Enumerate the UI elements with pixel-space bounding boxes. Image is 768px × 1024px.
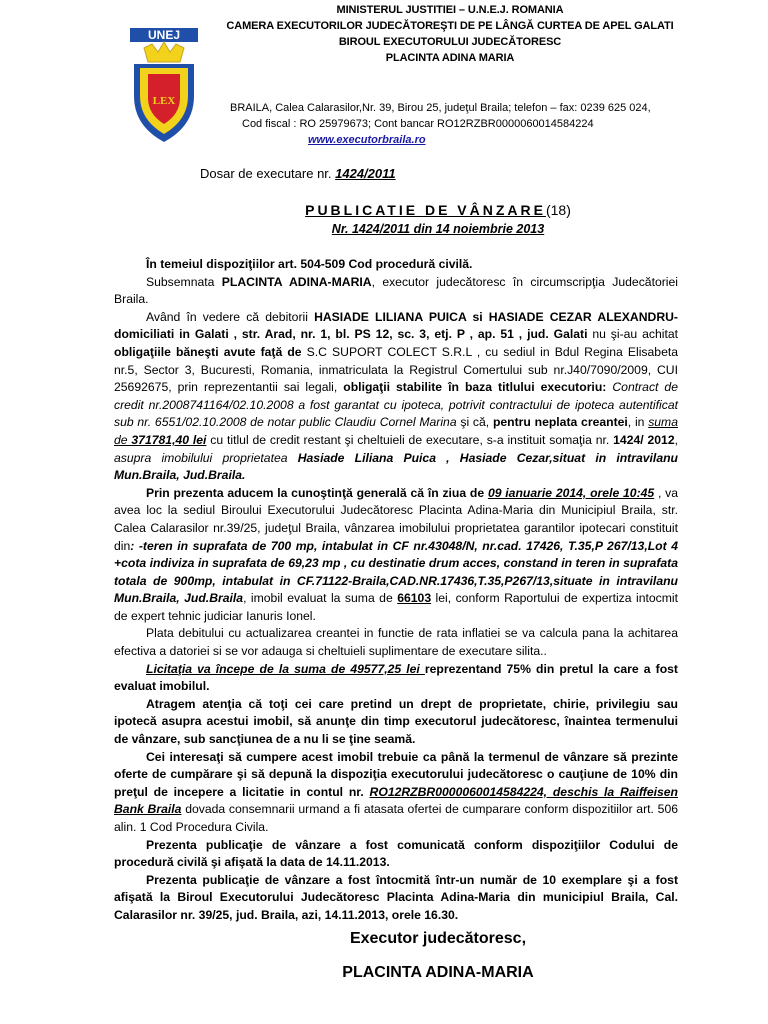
paragraph-legal-basis: În temeiul dispoziţiilor art. 504-509 Cod procedură civilă. — [146, 257, 473, 271]
bailiff-name: PLACINTA ADINA-MARIA — [221, 274, 372, 289]
unej-logo — [124, 26, 204, 146]
case-file-number: 1424/2011 — [335, 166, 396, 181]
signature-name: PLACINTA ADINA-MARIA — [342, 964, 534, 981]
debt-amount: 371781,40 lei — [131, 432, 207, 447]
document-body — [114, 256, 678, 925]
paragraph-communication: Prezenta publicaţie de vânzare a fost comunicată conform dispoziţiilor Codului de procedură civilă şi afişată la data de 14.11.2013. — [114, 837, 678, 870]
case-file-line — [200, 166, 396, 181]
title-suffix: (18) — [545, 202, 571, 218]
paragraph-bidders: Cei interesaţi să cumpere acest imobil trebuie ca până la termenul de vânzare să prezinte oferte de cumpărare şi să depună la dispoziţia executorului judecătoresc o cauţiune de 10% din preţul de incepere a licitatie in contul nr. RO12RZBR0000060014584224, deschis la Raiffeisen Bank Braila dovada consemnarii urmand a fi atasata ofertei de cumparare conform dispozitiilor art. 506 alin. 1 Cod Procedura Civila. — [114, 749, 678, 834]
header-office: BIROUL EXECUTORULUI JUDECĂTORESC — [338, 36, 562, 48]
header-chamber: CAMERA EXECUTORILOR JUDECĂTOREŞTI DE PE LÂNGĂ CURTEA DE APEL GALATI — [226, 20, 674, 32]
paragraph-copies: Prezenta publicaţie de vânzare a fost întocmită într-un număr de 10 exemplare şi a fost afişată la Biroul Executorului Judecătoresc Placinta Adina-Maria din municipiul Braila, Cal. Calarasilor nr. 39/25, jud. Braila, azi, 14.11.2013, orele 16.30. — [114, 872, 678, 922]
paragraph-debtors: Având în vedere că debitorii HASIADE LILIANA PUICA si HASIADE CEZAR ALEXANDRU- domiciliati in Galati , str. Arad, nr. 1, bl. PS 12, sc. 3, etj. P , ap. 51 , jud. Galati nu şi-au achitat obligaţiile băneşti avute faţă de S.C SUPORT COLECT S.R.L , cu sediul in Bdul Regina Elisabeta nr.5, Sector 3, Bucuresti, Romania, inmatriculata la Registrul Comertului sub nr.J40/7090/2009, CUI 25692675, prin reprezentantii sai legali, obligaţii stabilite în baza titlului executoriu: Contract de credit nr.2008741164/02.10.2008 a fost garantat cu ipoteca, potrivit contractului de ipoteca autentificat sub nr. 6551/02.10.2008 de notar public Claudiu Cornel Marina şi că, pentru neplata creantei, in suma de 371781,40 lei cu titlul de credit restant şi cheltuieli de executare, s-a instituit somaţia nr. 1424/ 2012, asupra imobilului proprietatea Hasiade Liliana Puica , Hasiade Cezar,situat in intravilanu Mun.Braila, Jud.Braila. — [114, 309, 679, 483]
bank-account: RO12RZBR0000060014584224, deschis la Raiffeisen Bank Braila — [114, 784, 678, 817]
sale-date: 09 ianuarie 2014, orele 10:45 — [487, 485, 655, 500]
credit-contract: Contract de credit nr.2008741164/02.10.2008 a fost garantat cu ipoteca, potrivit contractului de ipoteca autentificat sub nr. 6551/02.10.2008 de notar public Claudiu Cornel Marina — [114, 380, 678, 430]
title-main: PUBLICATIE DE VÂNZARE — [305, 202, 546, 218]
header-ministry: MINISTERUL JUSTITIEI – U.N.E.J. ROMANIA — [336, 4, 564, 16]
paragraph-undersigned: Subsemnata PLACINTA ADINA-MARIA, executor judecătoresc în circumscripţia Judecătoriei Braila. — [114, 274, 678, 307]
paragraph-starting-price: Licitaţia va începe de la suma de 49577,25 lei reprezentand 75% din pretul la care a fost evaluat imobilul. — [114, 661, 678, 694]
header-fiscal: Cod fiscal : RO 25979673; Cont bancar RO12RZBR0000060014584224 — [242, 118, 594, 130]
debtors-names: HASIADE LILIANA PUICA si HASIADE CEZAR ALEXANDRU- domiciliati in Galati , str. Arad, nr. 1, bl. PS 12, sc. 3, etj. P , ap. 51 , jud. Galati — [114, 309, 678, 342]
document-subtitle: Nr. 1424/2011 din 14 noiembrie 2013 — [331, 222, 545, 236]
paragraph-inflation: Plata debitului cu actualizarea creantei in functie de rata inflatiei se va calcula pana la achitarea efectiva a datoriei si se vor adauga si cheltuieli suplimentare de executare silita.. — [114, 626, 678, 659]
header-address: BRAILA, Calea Calarasilor,Nr. 39, Birou 25, judeţul Braila; telefon – fax: 0239 625 024, — [230, 102, 651, 114]
signature-role: Executor judecătoresc, — [349, 930, 527, 947]
header-bailiff-name: PLACINTA ADINA MARIA — [385, 52, 515, 64]
header-website-link[interactable]: www.executorbraila.ro — [308, 134, 426, 146]
paragraph-claimants: Atragem atenţia că toţi cei care pretind un drept de proprietate, chirie, privilegiu sau ipotecă asupra acestui imobil, să anunţe din timp executorul judecătoresc, înaintea termenului de vânzare, sub sancţiunea de a nu li se ţine seamă. — [114, 696, 678, 747]
lex-text: LEX — [152, 95, 176, 107]
property-value: 66103 — [397, 591, 432, 606]
eagle-wings-icon — [144, 42, 184, 62]
document-title — [200, 202, 676, 218]
property-description: : -teren in suprafata de 700 mp, intabulat in CF nr.43048/N, nr.cad. 17426, T.35,P 267/13,Lot 4 +cota indiviza in suprafata de 69,23 mp , cu destinatie drum acces, constand in teren in suprafata totala de 900mp, intabulat in CF.71122-Braila,CAD.NR.17436,T.35,P267/13,situate in intravilanu Mun.Braila, Jud.Braila — [114, 538, 678, 606]
summons-number: 1424/ 2012 — [613, 432, 675, 447]
case-file-label: Dosar de executare nr. — [200, 166, 336, 181]
starting-price: Licitaţia va începe de la suma de 49577,25 lei — [146, 661, 425, 676]
paragraph-sale-announcement: Prin prezenta aducem la cunoştinţă generală că în ziua de 09 ianuarie 2014, orele 10:45 , va avea loc la sediul Biroului Executorului Judecătoresc Placinta Adina-Maria din Municipiul Braila, str. Calea Calarasilor nr.39/25, judeţul Braila, vânzarea imobilului proprietatea garantilor ipotecari constituit din: -teren in suprafata de 700 mp, intabulat in CF nr.43048/N, nr.cad. 17426, T.35,P 267/13,Lot 4 +cota indiviza in suprafata de 69,23 mp , cu destinatie drum acces, constand in teren in suprafata totala de 900mp, intabulat in CF.71122-Braila,CAD.NR.17436,T.35,P267/13,situate in intravilanu Mun.Braila, Jud.Braila, imobil evaluat la suma de 66103 lei, conform Raportului de expertiza intocmit de expert tehnic judiciar Ianuris Ionel. — [114, 485, 679, 623]
logo-text: UNEJ — [147, 28, 181, 42]
